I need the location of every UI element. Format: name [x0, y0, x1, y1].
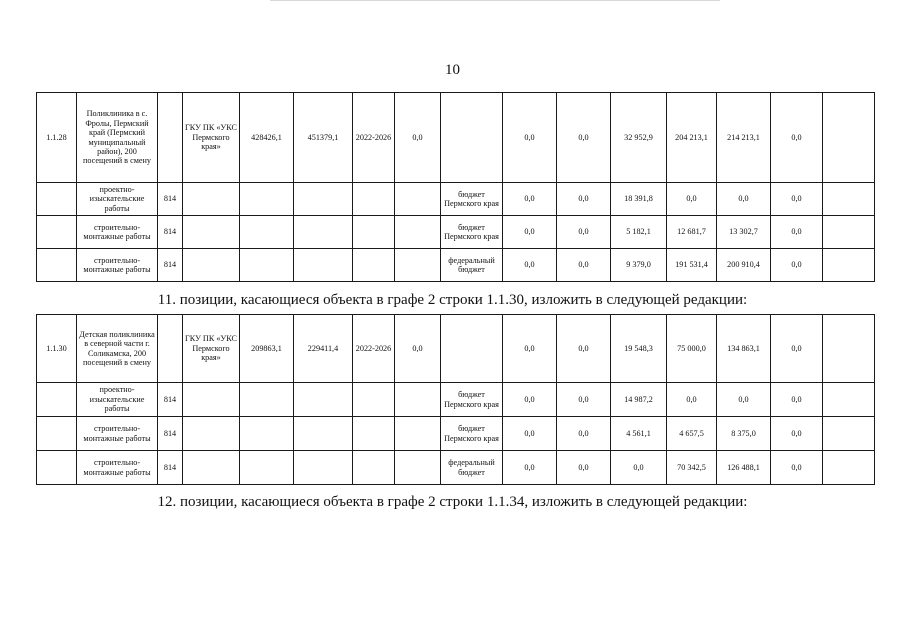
paragraph-11: 11. позиции, касающиеся объекта в графе 2 строки 1.1.30, изложить в следующей редакции: [157, 292, 748, 308]
empty-cell [353, 216, 395, 249]
value-cell: 0,0 [503, 216, 557, 249]
empty-cell [294, 249, 353, 282]
value-cell: 126 488,1 [717, 451, 771, 485]
value-cell: 0,0 [503, 451, 557, 485]
value-cell: 0,0 [503, 183, 557, 216]
value-cell: 75 000,0 [667, 315, 717, 383]
page-number: 10 [445, 62, 460, 78]
value-cell: 0,0 [557, 383, 611, 417]
table-row [37, 315, 875, 383]
table-row [37, 216, 875, 249]
row-number: 1.1.28 [37, 93, 77, 183]
empty-cell [823, 383, 875, 417]
value-cell: 0,0 [557, 183, 611, 216]
empty-cell [353, 183, 395, 216]
value-cell: 18 391,8 [611, 183, 667, 216]
empty-cell [395, 249, 441, 282]
value-cell: 8 375,0 [717, 417, 771, 451]
empty-cell [823, 93, 875, 183]
work-type: строительно-монтажные работы [77, 451, 158, 485]
empty-cell [37, 183, 77, 216]
value-cell: 0,0 [503, 417, 557, 451]
source-cell: бюджет Пермского края [441, 417, 503, 451]
value-cell: 204 213,1 [667, 93, 717, 183]
prior-cell: 0,0 [395, 93, 441, 183]
empty-cell [240, 249, 294, 282]
empty-cell [353, 451, 395, 485]
value-cell: 0,0 [503, 383, 557, 417]
empty-cell [240, 216, 294, 249]
empty-cell [294, 183, 353, 216]
cost-b-cell: 451379,1 [294, 93, 353, 183]
empty-cell [37, 417, 77, 451]
empty-cell [353, 417, 395, 451]
value-cell: 0,0 [717, 183, 771, 216]
value-cell: 0,0 [667, 383, 717, 417]
empty-cell [823, 417, 875, 451]
table-row [37, 417, 875, 451]
empty-cell [183, 451, 240, 485]
source-cell [441, 93, 503, 183]
value-cell: 0,0 [557, 417, 611, 451]
empty-cell [183, 383, 240, 417]
empty-cell [240, 417, 294, 451]
cost-a-cell: 428426,1 [240, 93, 294, 183]
object-table-1 [36, 92, 875, 282]
value-cell: 0,0 [557, 249, 611, 282]
value-cell: 70 342,5 [667, 451, 717, 485]
value-cell: 0,0 [557, 451, 611, 485]
source-cell [441, 315, 503, 383]
value-cell: 0,0 [611, 451, 667, 485]
code-cell: 814 [158, 216, 183, 249]
empty-cell [183, 183, 240, 216]
empty-cell [294, 383, 353, 417]
code-cell [158, 315, 183, 383]
value-cell: 12 681,7 [667, 216, 717, 249]
empty-cell [395, 383, 441, 417]
value-cell: 0,0 [557, 216, 611, 249]
empty-cell [37, 451, 77, 485]
value-cell: 0,0 [503, 315, 557, 383]
empty-cell [240, 383, 294, 417]
customer-cell: ГКУ ПК «УКС Пермского края» [183, 93, 240, 183]
period-cell: 2022-2026 [353, 93, 395, 183]
value-cell: 0,0 [771, 216, 823, 249]
value-cell: 9 379,0 [611, 249, 667, 282]
value-cell: 0,0 [771, 417, 823, 451]
empty-cell [294, 417, 353, 451]
empty-cell [395, 451, 441, 485]
empty-cell [823, 249, 875, 282]
value-cell: 0,0 [503, 93, 557, 183]
work-type: строительно-монтажные работы [77, 417, 158, 451]
empty-cell [240, 451, 294, 485]
value-cell: 0,0 [771, 93, 823, 183]
top-rule [270, 0, 720, 1]
value-cell: 0,0 [771, 249, 823, 282]
value-cell: 0,0 [503, 249, 557, 282]
work-type: строительно-монтажные работы [77, 249, 158, 282]
value-cell: 0,0 [771, 315, 823, 383]
empty-cell [395, 183, 441, 216]
value-cell: 0,0 [771, 183, 823, 216]
paragraph-12: 12. позиции, касающиеся объекта в графе 2 строки 1.1.34, изложить в следующей редакции: [157, 494, 748, 510]
empty-cell [395, 417, 441, 451]
value-cell: 32 952,9 [611, 93, 667, 183]
period-cell: 2022-2026 [353, 315, 395, 383]
empty-cell [823, 315, 875, 383]
value-cell: 4 657,5 [667, 417, 717, 451]
table-row [37, 183, 875, 216]
value-cell: 0,0 [557, 315, 611, 383]
value-cell: 4 561,1 [611, 417, 667, 451]
value-cell: 0,0 [667, 183, 717, 216]
source-cell: федеральный бюджет [441, 249, 503, 282]
customer-cell: ГКУ ПК «УКС Пермского края» [183, 315, 240, 383]
empty-cell [294, 451, 353, 485]
table-row [37, 451, 875, 485]
empty-cell [240, 183, 294, 216]
value-cell: 5 182,1 [611, 216, 667, 249]
value-cell: 134 863,1 [717, 315, 771, 383]
work-type: проектно-изыскательские работы [77, 183, 158, 216]
empty-cell [823, 216, 875, 249]
value-cell: 13 302,7 [717, 216, 771, 249]
value-cell: 0,0 [771, 383, 823, 417]
code-cell: 814 [158, 417, 183, 451]
cost-b-cell: 229411,4 [294, 315, 353, 383]
code-cell: 814 [158, 183, 183, 216]
source-cell: федеральный бюджет [441, 451, 503, 485]
table-row [37, 249, 875, 282]
empty-cell [183, 249, 240, 282]
empty-cell [37, 249, 77, 282]
value-cell: 0,0 [771, 451, 823, 485]
value-cell: 214 213,1 [717, 93, 771, 183]
empty-cell [823, 183, 875, 216]
code-cell: 814 [158, 249, 183, 282]
row-number: 1.1.30 [37, 315, 77, 383]
empty-cell [183, 216, 240, 249]
empty-cell [353, 383, 395, 417]
empty-cell [294, 216, 353, 249]
source-cell: бюджет Пермского края [441, 183, 503, 216]
empty-cell [353, 249, 395, 282]
code-cell: 814 [158, 383, 183, 417]
source-cell: бюджет Пермского края [441, 216, 503, 249]
value-cell: 200 910,4 [717, 249, 771, 282]
source-cell: бюджет Пермского края [441, 383, 503, 417]
empty-cell [37, 216, 77, 249]
prior-cell: 0,0 [395, 315, 441, 383]
value-cell: 19 548,3 [611, 315, 667, 383]
empty-cell [823, 451, 875, 485]
empty-cell [183, 417, 240, 451]
object-table-2 [36, 314, 875, 485]
work-type: проектно-изыскательские работы [77, 383, 158, 417]
value-cell: 191 531,4 [667, 249, 717, 282]
empty-cell [37, 383, 77, 417]
empty-cell [395, 216, 441, 249]
object-name: Поликлиника в с. Фролы, Пермский край (Пермский муниципальный район), 200 посещений в смену [77, 93, 158, 183]
value-cell: 0,0 [717, 383, 771, 417]
code-cell: 814 [158, 451, 183, 485]
table-row [37, 383, 875, 417]
object-name: Детская поликлиника в северной части г. Соликамска, 200 посещений в смену [77, 315, 158, 383]
work-type: строительно-монтажные работы [77, 216, 158, 249]
code-cell [158, 93, 183, 183]
cost-a-cell: 209863,1 [240, 315, 294, 383]
table-row [37, 93, 875, 183]
value-cell: 0,0 [557, 93, 611, 183]
value-cell: 14 987,2 [611, 383, 667, 417]
